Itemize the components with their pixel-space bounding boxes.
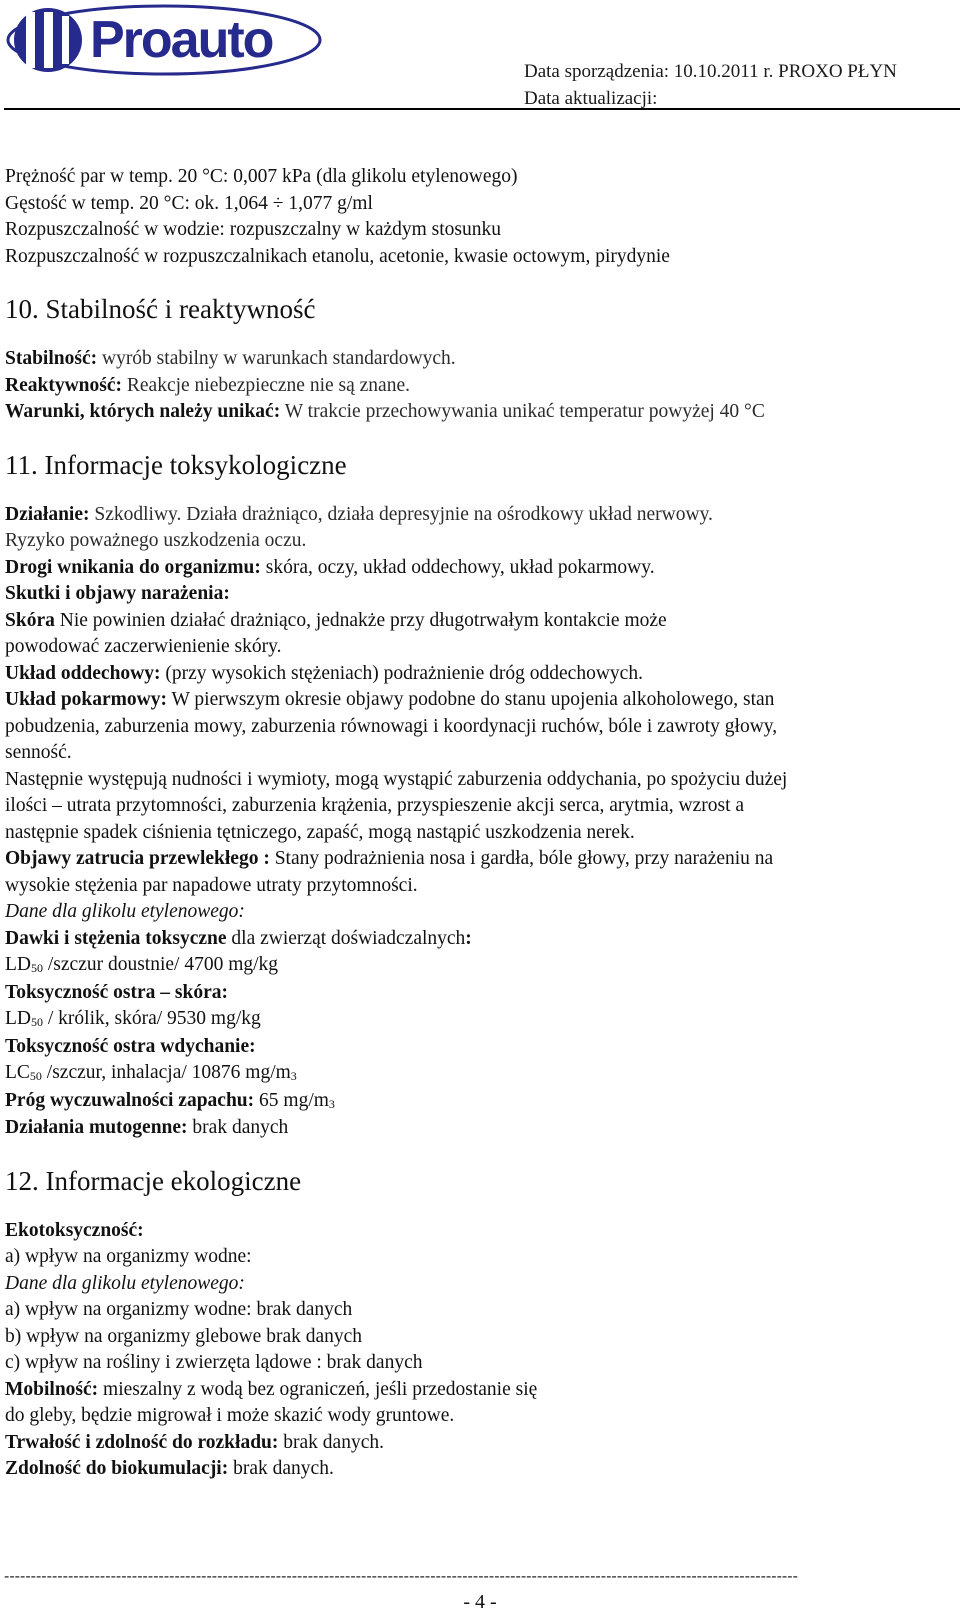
prop-line: Rozpuszczalność w wodzie: rozpuszczalny w każdym stosunku — [5, 219, 502, 240]
digestive-line-cont: senność. — [5, 742, 72, 763]
exposure-routes-text: skóra, oczy, układ oddechowy, układ pokarmowy. — [260, 556, 655, 578]
skin-text: Nie powinien działać drażniąco, jednakże przy długotrwałym kontakcie może — [54, 609, 667, 631]
prop-line: Prężność par w temp. 20 °C: 0,007 kPa (dla glikolu etylenowego) — [5, 166, 518, 187]
digestive-line-cont: pobudzenia, zaburzenia mowy, zaburzenia równowagi i koordynacji ruchów, bóle i zawroty głowy, — [5, 715, 778, 737]
section-11-heading: 11. Informacje toksykologiczne — [5, 449, 347, 480]
acute-skin-label: Toksyczność ostra – skóra: — [5, 981, 228, 1003]
odor-threshold-text: 65 mg/m — [254, 1089, 329, 1111]
mutagenic-text: brak danych — [187, 1117, 289, 1138]
ld50-skin-line — [5, 1006, 955, 1034]
bioaccumulation-text: brak danych. — [228, 1458, 334, 1479]
m3-subscript: 3 — [328, 1096, 335, 1111]
subsequent-symptoms-line: następnie spadek ciśnienia tętniczego, zapaść, mogą nastąpić uszkodzenia nerek. — [5, 821, 635, 843]
chronic-symptoms-text: Stany podrażnienia nosa i gardła, bóle głowy, przy narażeniu na — [269, 848, 774, 869]
lc50-line — [5, 1060, 955, 1088]
glycol-data-label: Dane dla glikolu etylenowego: — [5, 1272, 245, 1294]
m3-subscript: 3 — [290, 1069, 297, 1083]
page-number: - 4 - — [463, 1591, 497, 1613]
acute-skin-heading — [5, 980, 955, 1007]
chronic-symptoms-label: Objawy zatrucia przewlekłego : — [5, 848, 270, 869]
ld-prefix: LD — [5, 1008, 31, 1029]
footer-dash-rule: ----------------------------------------------------------------------------------------------------------------------------------------------------- — [4, 1568, 798, 1585]
ld-prefix: LD — [5, 954, 31, 975]
bioaccumulation-label: Zdolność do biokumulacji: — [5, 1458, 229, 1479]
eco-line: c) wpływ na rośliny i zwierzęta lądowe : brak danych — [5, 1352, 423, 1373]
logo-text: Proauto — [90, 11, 273, 69]
ld50-oral-line — [5, 952, 955, 980]
eco-line: a) wpływ na organizmy wodne: brak danych — [5, 1299, 353, 1320]
reactivity-line — [5, 373, 955, 400]
mutagenic-line — [5, 1115, 955, 1142]
prop-line: Gęstość w temp. 20 °C: ok. 1,064 ÷ 1,077 g/ml — [5, 192, 373, 214]
exposure-routes-label: Drogi wnikania do organizmu: — [5, 556, 261, 578]
chronic-symptoms-line-cont: wysokie stężenia par napadowe utraty przytomności. — [5, 874, 418, 896]
lc50-text: /szczur, inhalacja/ 10876 mg/m — [41, 1062, 291, 1083]
respiratory-line — [5, 661, 955, 688]
prop-line: Rozpuszczalność w rozpuszczalnikach etanolu, acetonie, kwasie octowym, pirydynie — [5, 245, 670, 267]
symptoms-label: Skutki i objawy narażenia: — [5, 583, 230, 604]
odor-threshold-line — [5, 1088, 955, 1116]
mobility-line — [5, 1377, 955, 1404]
effect-label: Działanie: — [5, 503, 90, 525]
effect-line — [5, 502, 955, 529]
document-body — [5, 164, 955, 1483]
respiratory-label: Układ oddechowy: — [5, 662, 161, 684]
skin-label: Skóra — [5, 609, 55, 631]
ecotoxicity-heading — [5, 1218, 955, 1245]
proauto-logo — [4, 2, 326, 80]
symptoms-heading — [5, 581, 955, 608]
eco-line: b) wpływ na organizmy glebowe brak danych — [5, 1325, 363, 1347]
mobility-line-cont: do gleby, będzie migrował i może skazić wody gruntowe. — [5, 1405, 455, 1426]
toxic-doses-text: dla zwierząt doświadczalnych — [226, 927, 466, 949]
ld50-oral-text: /szczur doustnie/ 4700 mg/kg — [43, 954, 279, 975]
ecotoxicity-label: Ekotoksyczność: — [5, 1219, 144, 1241]
respiratory-text: (przy wysokich stężeniach) podrażnienie dróg oddechowych. — [160, 662, 643, 684]
header-divider — [4, 108, 960, 110]
skin-line-cont: powodować zaczerwienienie skóry. — [5, 636, 282, 657]
digestive-text: W pierwszym okresie objawy podobne do stanu upojenia alkoholowego, stan — [166, 689, 775, 710]
stability-line — [5, 346, 955, 373]
mobility-label: Mobilność: — [5, 1378, 99, 1400]
section-10-heading: 10. Stabilność i reaktywność — [5, 294, 316, 324]
eco-line: a) wpływ na organizmy wodne: — [5, 1246, 252, 1267]
glycol-data-note — [5, 1271, 955, 1298]
header-meta — [524, 58, 897, 112]
eye-risk-line: Ryzyko poważnego uszkodzenia oczu. — [5, 530, 307, 551]
glycol-data-label: Dane dla glikolu etylenowego: — [5, 901, 245, 922]
reactivity-label: Reaktywność: — [5, 374, 122, 396]
glycol-data-note — [5, 899, 955, 926]
lc-subscript: 50 — [29, 1069, 42, 1083]
creation-date: Data sporządzenia: 10.10.2011 r. PROXO PŁYN — [524, 61, 897, 82]
skin-line — [5, 608, 955, 635]
mutagenic-label: Działania mutogenne: — [5, 1117, 188, 1138]
persistence-line — [5, 1430, 955, 1457]
lc-prefix: LC — [5, 1062, 30, 1083]
toxic-doses-line — [5, 926, 955, 953]
toxic-doses-label: Dawki i stężenia toksyczne — [5, 927, 227, 949]
stability-text: wyrób stabilny w warunkach standardowych. — [97, 348, 456, 369]
reactivity-text: Reakcje niebezpieczne nie są znane. — [122, 374, 410, 396]
persistence-label: Trwałość i zdolność do rozkładu: — [5, 1431, 279, 1453]
acute-inhalation-label: Toksyczność ostra wdychanie: — [5, 1035, 256, 1057]
subsequent-symptoms-line: Następnie występują nudności i wymioty, mogą wystąpić zaburzenia oddychania, po spożyciu dużej — [5, 768, 788, 790]
avoid-conditions-text: W trakcie przechowywania unikać temperatur powyżej 40 °C — [280, 401, 765, 422]
acute-inhalation-heading — [5, 1034, 955, 1061]
effect-text: Szkodliwy. Działa drażniąco, działa depresyjnie na ośrodkowy układ nerwowy. — [89, 503, 713, 525]
avoid-conditions-line — [5, 399, 955, 426]
chronic-symptoms-line — [5, 846, 955, 873]
ld-subscript: 50 — [31, 1015, 43, 1029]
stability-label: Stabilność: — [5, 348, 98, 369]
bioaccumulation-line — [5, 1456, 955, 1483]
toxic-doses-colon: : — [465, 927, 472, 949]
ld50-skin-text: / królik, skóra/ 9530 mg/kg — [43, 1008, 261, 1029]
mobility-text: mieszalny z wodą bez ograniczeń, jeśli przedostanie się — [98, 1378, 538, 1400]
digestive-label: Układ pokarmowy: — [5, 689, 167, 710]
subsequent-symptoms-line: ilości – utrata przytomności, zaburzenia krążenia, przyspieszenie akcji serca, arytmia, wzrost a — [5, 795, 745, 816]
update-date: Data aktualizacji: — [524, 88, 658, 109]
exposure-routes-line — [5, 555, 955, 582]
odor-threshold-label: Próg wyczuwalności zapachu: — [5, 1089, 255, 1111]
persistence-text: brak danych. — [278, 1431, 384, 1453]
section-12-heading: 12. Informacje ekologiczne — [5, 1165, 302, 1196]
avoid-conditions-label: Warunki, których należy unikać: — [5, 401, 281, 422]
ld-subscript: 50 — [31, 961, 43, 975]
digestive-line — [5, 687, 955, 714]
